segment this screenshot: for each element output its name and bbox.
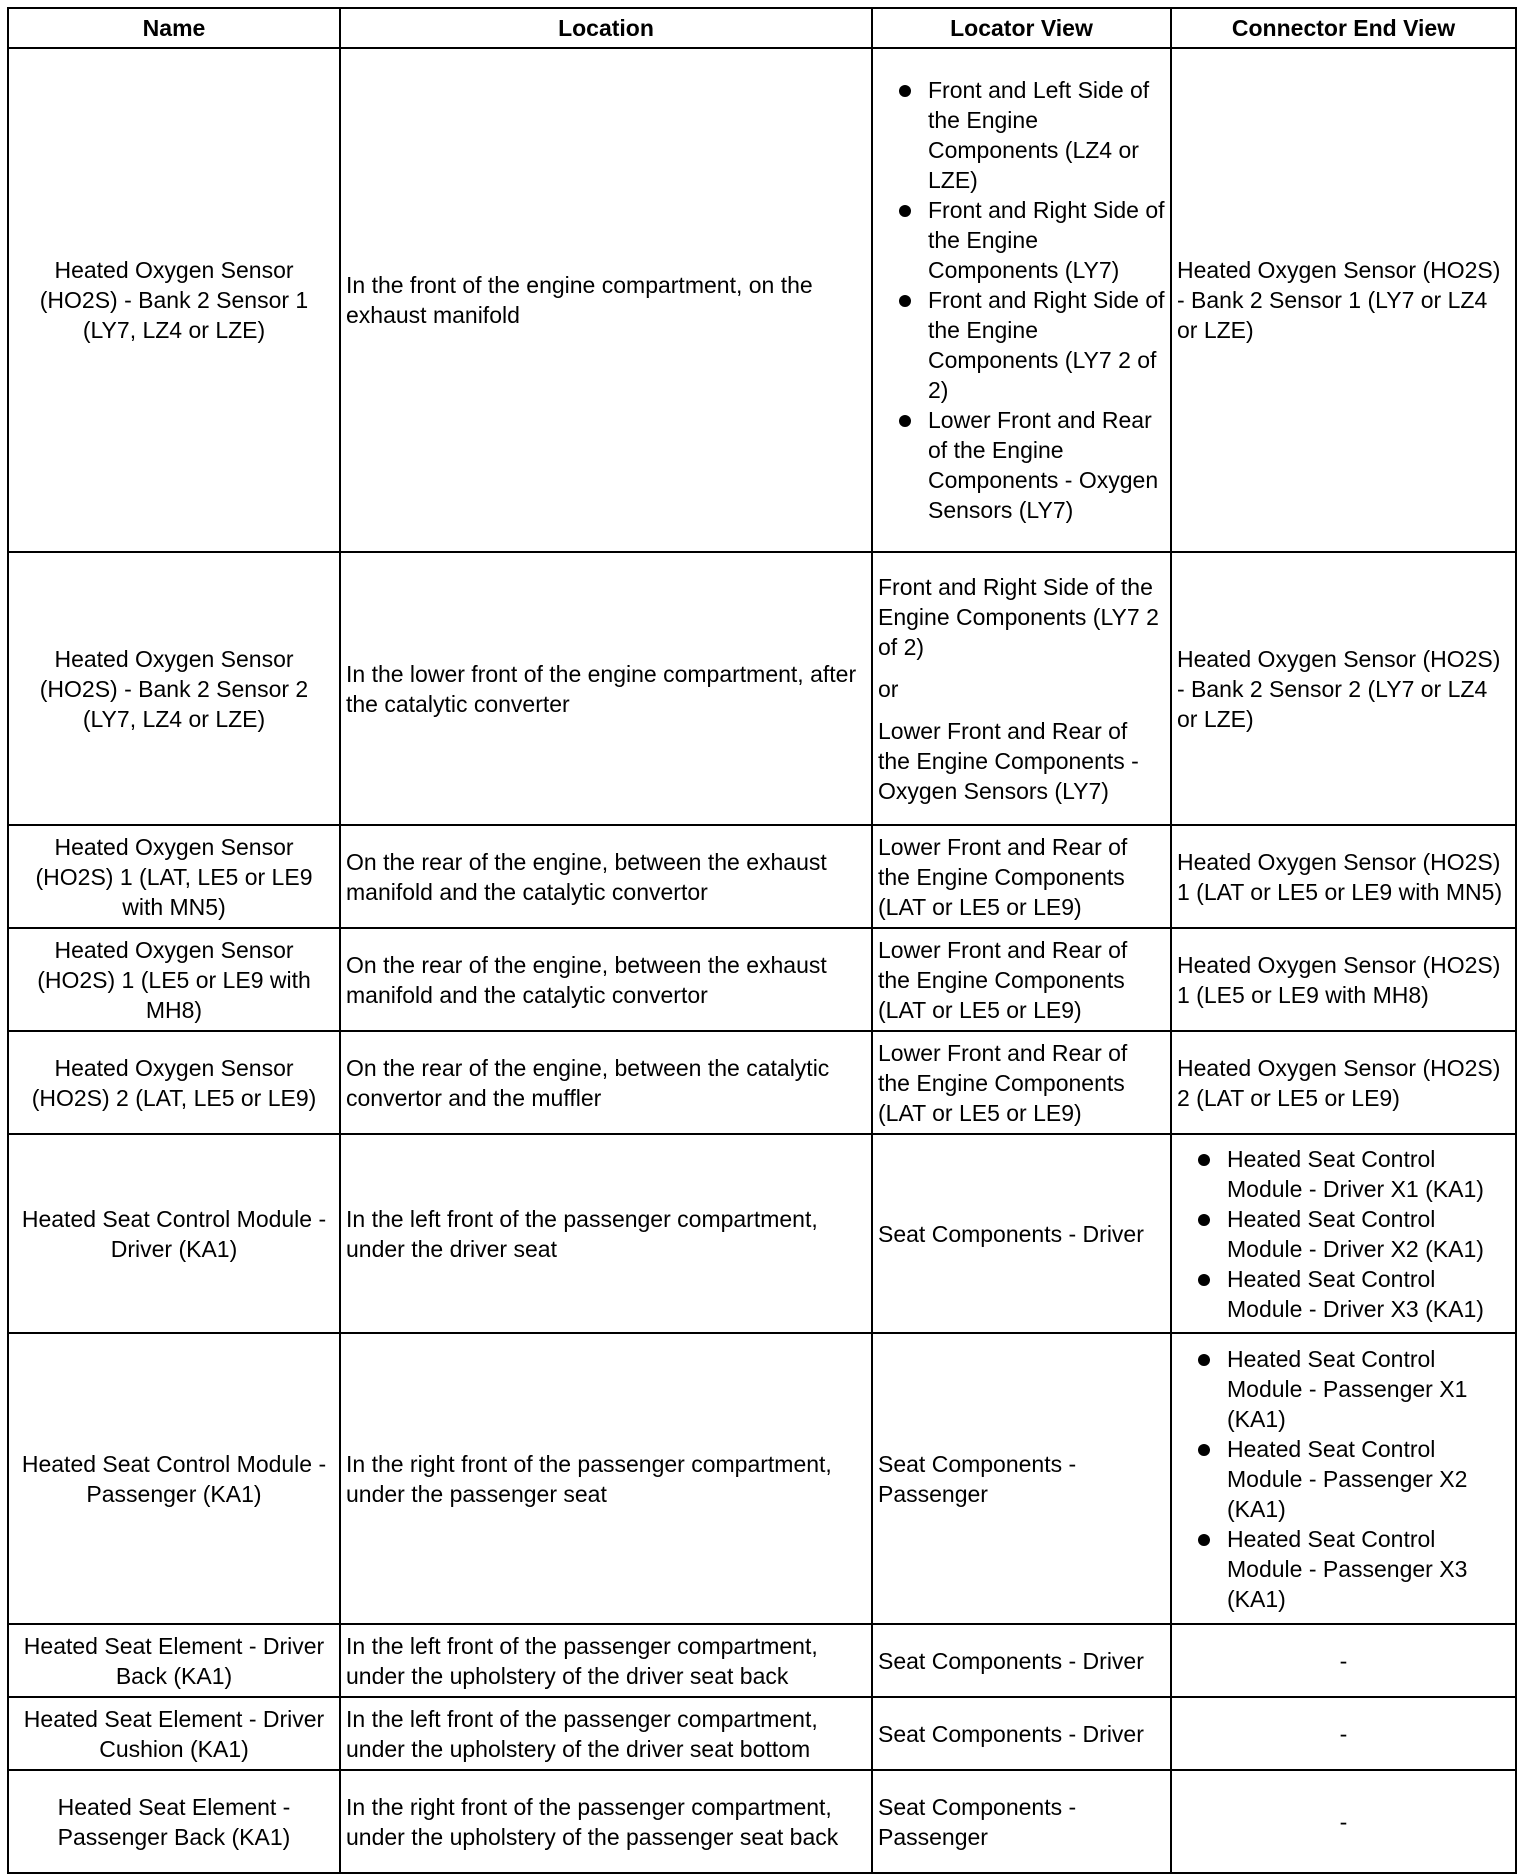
list-item: Heated Seat Control Module - Driver X2 (KA1) (1177, 1204, 1510, 1264)
table-row (8, 1624, 1516, 1697)
cell-name: Heated Oxygen Sensor (HO2S) 1 (LE5 or LE9 with MH8) (8, 928, 340, 1031)
cell-connector-end-view: - (1171, 1697, 1516, 1770)
cell-locator-view: Seat Components - Driver (872, 1624, 1171, 1697)
header-connector-end-view: Connector End View (1171, 8, 1516, 48)
cell-location: In the right front of the passenger compartment, under the passenger seat (340, 1333, 872, 1624)
header-row (8, 8, 1516, 48)
cell-location: On the rear of the engine, between the exhaust manifold and the catalytic convertor (340, 825, 872, 928)
cell-connector-end-view: - (1171, 1770, 1516, 1873)
cell-connector-end-view: Heated Oxygen Sensor (HO2S) - Bank 2 Sensor 1 (LY7 or LZ4 or LZE) (1171, 48, 1516, 552)
header-location: Location (340, 8, 872, 48)
locator-option: Lower Front and Rear of the Engine Components - Oxygen Sensors (LY7) (878, 717, 1139, 804)
list-item: Heated Seat Control Module - Driver X3 (KA1) (1177, 1264, 1510, 1324)
list-item: Heated Seat Control Module - Passenger X2 (KA1) (1177, 1434, 1510, 1524)
cell-location: In the right front of the passenger compartment, under the upholstery of the passenger seat back (340, 1770, 872, 1873)
cell-locator-view: Lower Front and Rear of the Engine Components (LAT or LE5 or LE9) (872, 1031, 1171, 1134)
cell-name: Heated Seat Control Module - Driver (KA1) (8, 1134, 340, 1333)
cell-locator-view: Lower Front and Rear of the Engine Components (LAT or LE5 or LE9) (872, 825, 1171, 928)
cell-locator-view: Seat Components - Driver (872, 1697, 1171, 1770)
cell-name: Heated Seat Element - Passenger Back (KA1) (8, 1770, 340, 1873)
table-row (8, 1697, 1516, 1770)
list-item: Front and Left Side of the Engine Components (LZ4 or LZE) (878, 75, 1165, 195)
cell-locator-view: Seat Components - Driver (872, 1134, 1171, 1333)
table-row (8, 1134, 1516, 1333)
cell-location: In the front of the engine compartment, on the exhaust manifold (340, 48, 872, 552)
header-name: Name (8, 8, 340, 48)
list-item: Front and Right Side of the Engine Components (LY7 2 of 2) (878, 285, 1165, 405)
cell-name: Heated Seat Element - Driver Cushion (KA1) (8, 1697, 340, 1770)
cell-name: Heated Oxygen Sensor (HO2S) 1 (LAT, LE5 or LE9 with MN5) (8, 825, 340, 928)
cell-locator-view (872, 48, 1171, 552)
component-locator-table (7, 7, 1517, 1874)
cell-connector-end-view: Heated Oxygen Sensor (HO2S) 2 (LAT or LE5 or LE9) (1171, 1031, 1516, 1134)
cell-name: Heated Oxygen Sensor (HO2S) - Bank 2 Sensor 1 (LY7, LZ4 or LZE) (8, 48, 340, 552)
cell-name: Heated Seat Element - Driver Back (KA1) (8, 1624, 340, 1697)
list-item: Front and Right Side of the Engine Components (LY7) (878, 195, 1165, 285)
table-row (8, 1333, 1516, 1624)
cell-location: In the left front of the passenger compartment, under the upholstery of the driver seat bottom (340, 1697, 872, 1770)
list-item: Heated Seat Control Module - Passenger X3 (KA1) (1177, 1524, 1510, 1614)
locator-or: or (878, 675, 899, 702)
cell-location: On the rear of the engine, between the exhaust manifold and the catalytic convertor (340, 928, 872, 1031)
cell-connector-end-view: - (1171, 1624, 1516, 1697)
table-row (8, 825, 1516, 928)
cell-name: Heated Oxygen Sensor (HO2S) - Bank 2 Sensor 2 (LY7, LZ4 or LZE) (8, 552, 340, 825)
list-item: Heated Seat Control Module - Passenger X1 (KA1) (1177, 1344, 1510, 1434)
table-row (8, 928, 1516, 1031)
connector-list (1177, 1144, 1510, 1324)
cell-name: Heated Seat Control Module - Passenger (KA1) (8, 1333, 340, 1624)
cell-connector-end-view: Heated Oxygen Sensor (HO2S) 1 (LE5 or LE9 with MH8) (1171, 928, 1516, 1031)
cell-location: In the left front of the passenger compartment, under the driver seat (340, 1134, 872, 1333)
table-row (8, 552, 1516, 825)
header-locator-view: Locator View (872, 8, 1171, 48)
connector-list (1177, 1344, 1510, 1614)
cell-locator-view (872, 552, 1171, 825)
cell-location: In the lower front of the engine compartment, after the catalytic converter (340, 552, 872, 825)
cell-name: Heated Oxygen Sensor (HO2S) 2 (LAT, LE5 or LE9) (8, 1031, 340, 1134)
cell-connector-end-view (1171, 1333, 1516, 1624)
cell-connector-end-view (1171, 1134, 1516, 1333)
cell-location: In the left front of the passenger compartment, under the upholstery of the driver seat back (340, 1624, 872, 1697)
cell-connector-end-view: Heated Oxygen Sensor (HO2S) - Bank 2 Sensor 2 (LY7 or LZ4 or LZE) (1171, 552, 1516, 825)
cell-connector-end-view: Heated Oxygen Sensor (HO2S) 1 (LAT or LE5 or LE9 with MN5) (1171, 825, 1516, 928)
list-item: Lower Front and Rear of the Engine Components - Oxygen Sensors (LY7) (878, 405, 1165, 525)
locator-option: Front and Right Side of the Engine Components (LY7 2 of 2) (878, 573, 1159, 660)
cell-locator-view: Lower Front and Rear of the Engine Components (LAT or LE5 or LE9) (872, 928, 1171, 1031)
cell-location: On the rear of the engine, between the catalytic convertor and the muffler (340, 1031, 872, 1134)
cell-locator-view: Seat Components - Passenger (872, 1333, 1171, 1624)
table-row (8, 48, 1516, 552)
list-item: Heated Seat Control Module - Driver X1 (KA1) (1177, 1144, 1510, 1204)
table-row (8, 1031, 1516, 1134)
table-row (8, 1770, 1516, 1873)
cell-locator-view: Seat Components - Passenger (872, 1770, 1171, 1873)
locator-list (878, 75, 1165, 525)
